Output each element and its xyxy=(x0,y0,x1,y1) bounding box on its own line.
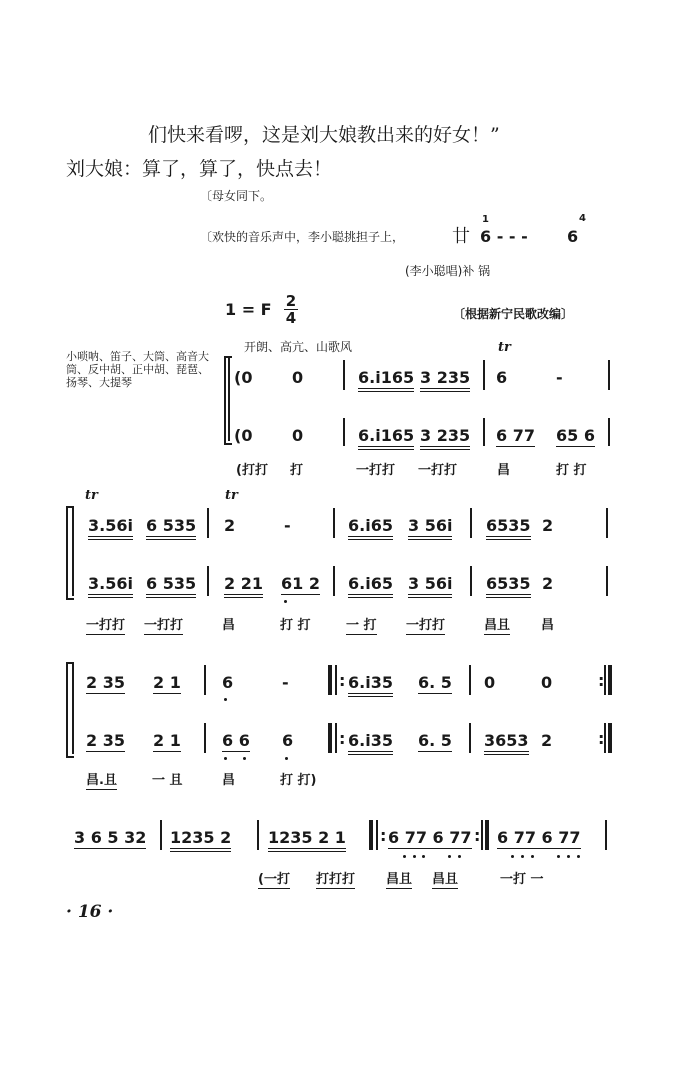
s3-lower-note: 35 xyxy=(370,731,393,750)
s1-lower-note: 6 77 xyxy=(496,426,535,445)
low-octave-dot xyxy=(422,855,425,858)
barline xyxy=(470,508,472,538)
s1-upper-note: 6. xyxy=(358,368,376,387)
tempo-marking: 开朗、高亢、山歌风 xyxy=(244,340,353,354)
s2-perc: 一 打 xyxy=(346,614,377,635)
repeat-end-bar xyxy=(608,723,612,753)
low-octave-dot xyxy=(557,855,560,858)
s3-lower-note: i xyxy=(365,731,371,750)
s3-upper-note: - xyxy=(282,673,289,692)
low-octave-dot xyxy=(511,855,514,858)
low-octave-dot xyxy=(521,855,524,858)
instrument-list: 小唢呐、笛子、大筒、高音大筒、反中胡、正中胡、琵琶、扬琴、大提琴 xyxy=(66,350,209,389)
repeat-end-thin xyxy=(481,820,483,850)
dialog-line-2: 刘大娘：算了，算了，快点去！ xyxy=(66,158,333,180)
repeat-end-thin xyxy=(604,665,606,695)
s3-upper-note: 6. xyxy=(348,673,366,692)
repeat-start-bar xyxy=(328,723,332,753)
s1-lower-note: 3 235 xyxy=(420,426,470,450)
s1-upper-group xyxy=(358,368,414,392)
low-octave-dot xyxy=(224,757,227,760)
s4-notes-group xyxy=(268,828,346,847)
barline xyxy=(343,418,345,446)
s3-lower-note: 6 xyxy=(282,731,294,750)
s1-perc: (打打 xyxy=(236,463,268,478)
repeat-end-bar xyxy=(608,665,612,695)
repeat-start-bar xyxy=(369,820,373,850)
s1-lower-note: 6. xyxy=(358,426,376,445)
s3-lower-note: 2 1 xyxy=(153,731,181,750)
s2-lower-note: 61 2 xyxy=(281,574,320,593)
barline xyxy=(606,508,608,538)
s2-upper-note: 6535 xyxy=(486,516,531,540)
barline xyxy=(204,665,206,695)
s3-lower-note: 3653 xyxy=(484,731,529,755)
trill-mark-2: tr xyxy=(85,488,98,503)
s1-upper-note: i xyxy=(375,368,381,387)
stage-direction-tune: 廿 xyxy=(452,226,470,247)
barline xyxy=(207,508,209,538)
s2-perc: 一打打 xyxy=(406,614,445,635)
barline xyxy=(605,820,607,850)
singer-direction: (李小聪唱)补 锅 xyxy=(405,264,491,278)
s3-lower-group xyxy=(348,731,393,755)
s2-lower-note: 6535 xyxy=(486,574,531,598)
s2-perc: 昌 xyxy=(222,618,236,633)
s3-upper-note: 35 xyxy=(370,673,393,692)
trill-mark-1: tr xyxy=(498,340,511,355)
s4-perc: 昌且 xyxy=(432,868,458,889)
low-octave-dot xyxy=(567,855,570,858)
repeat-dots: : xyxy=(474,826,481,845)
repeat-start-thin xyxy=(376,820,378,850)
low-octave-dot xyxy=(285,757,288,760)
s3-upper-group xyxy=(348,673,393,697)
repeat-end-bar xyxy=(485,820,489,850)
repeat-dots: : xyxy=(339,729,346,748)
s2-perc: 一打打 xyxy=(144,614,183,635)
barline xyxy=(333,566,335,596)
s3-lower-note: 2 35 xyxy=(86,731,125,750)
s3-upper-note: 2 35 xyxy=(86,673,125,692)
s1-lower-note: 165 xyxy=(380,426,415,445)
low-octave-dot xyxy=(413,855,416,858)
s4-notes-group xyxy=(170,828,231,847)
s3-upper-note: i xyxy=(365,673,371,692)
s2-lower-note: 3.56i xyxy=(88,574,133,598)
barline xyxy=(469,723,471,753)
s1-upper-note: 3 235 xyxy=(420,368,470,392)
repeat-dots: : xyxy=(598,729,605,748)
grace-note-2: 4 xyxy=(579,213,586,224)
page-number: · 16 · xyxy=(66,902,114,922)
s4-note: 1235 2 xyxy=(170,828,231,852)
s2-upper-note: 2 xyxy=(224,516,236,535)
s2-lower-note: 2 xyxy=(542,574,554,593)
repeat-dots: : xyxy=(598,671,605,690)
repeat-end-thin xyxy=(604,723,606,753)
s3-perc: 昌.且 xyxy=(86,769,117,790)
s2-upper-note: 65 xyxy=(370,516,393,535)
s2-perc: 打 打 xyxy=(280,618,311,633)
system-1-start-bar xyxy=(228,356,230,441)
s4-note: 3 6 5 32 xyxy=(74,828,147,847)
low-octave-dot xyxy=(403,855,406,858)
barline xyxy=(483,360,485,390)
s4-note: 6 77 6 77 xyxy=(497,828,581,847)
s2-lower-note: 2 21 xyxy=(224,574,263,598)
s1-lower-group xyxy=(358,426,414,450)
s3-perc: 打 打) xyxy=(280,773,317,788)
s1-upper-note: - xyxy=(556,368,563,387)
barline xyxy=(608,360,610,390)
s3-perc: 一 且 xyxy=(152,773,183,788)
s2-perc: 昌且 xyxy=(484,614,510,635)
s4-note: 6 77 6 77 xyxy=(388,828,472,847)
time-denominator: 4 xyxy=(285,309,297,327)
s1-upper-note: 165 xyxy=(380,368,415,387)
low-octave-dot xyxy=(577,855,580,858)
source-note: 〔根据新宁民歌改编〕 xyxy=(453,307,574,321)
s1-lower-note: i xyxy=(375,426,381,445)
s2-lower-note: 6 535 xyxy=(146,574,196,598)
repeat-start-thin xyxy=(335,723,337,753)
grace-note-1: 1 xyxy=(482,214,489,225)
low-octave-dot xyxy=(243,757,246,760)
s4-perc: 打打打 xyxy=(316,868,355,889)
s3-perc: 昌 xyxy=(222,773,236,788)
s4-perc: 一打 一 xyxy=(500,872,544,887)
s4-note: 1235 2 1 xyxy=(268,828,346,852)
s1-perc: 一打打 xyxy=(418,463,458,478)
intro-notes: 6 - - - xyxy=(480,227,528,246)
s1-lower-note: (0 xyxy=(234,426,253,445)
s2-lower-note: 3 56i xyxy=(408,574,452,598)
barline xyxy=(469,665,471,695)
barline xyxy=(343,360,345,390)
s1-perc: 一打打 xyxy=(356,463,396,478)
s2-upper-note: i xyxy=(365,516,371,535)
s4-notes-group xyxy=(74,828,146,847)
barline xyxy=(483,418,485,446)
s4-perc: (一打 xyxy=(258,868,290,889)
s1-perc: 昌 xyxy=(497,463,511,478)
low-octave-dot xyxy=(531,855,534,858)
intro-note-end: 6 xyxy=(567,227,579,246)
s2-perc: 昌 xyxy=(541,618,555,633)
s3-lower-note: 6. 5 xyxy=(418,731,452,750)
repeat-start-thin xyxy=(335,665,337,695)
s3-lower-note: 6 6 xyxy=(222,731,250,750)
s3-lower-note: 2 xyxy=(541,731,553,750)
s2-upper-note: 2 xyxy=(542,516,554,535)
stage-direction-2: 〔欢快的音乐声中，李小聪挑担子上， xyxy=(200,230,405,244)
barline xyxy=(333,508,335,538)
s2-upper-group xyxy=(348,516,393,540)
s3-upper-note: 0 xyxy=(541,673,553,692)
low-octave-dot xyxy=(458,855,461,858)
s4-perc: 昌且 xyxy=(386,868,412,889)
barline xyxy=(608,418,610,446)
stage-direction-1: 〔母女同下。 xyxy=(200,189,273,203)
repeat-dots: : xyxy=(339,671,346,690)
s1-lower-note: 65 6 xyxy=(556,426,595,445)
s3-upper-note: 6. 5 xyxy=(418,673,452,692)
s4-notes-group xyxy=(497,828,581,847)
s2-upper-note: 3.56i xyxy=(88,516,133,540)
key-signature: 1 = F xyxy=(225,300,272,319)
barline xyxy=(606,566,608,596)
s1-lower-note: 0 xyxy=(292,426,304,445)
s3-lower-note: 6. xyxy=(348,731,366,750)
time-numerator: 2 xyxy=(285,292,297,310)
low-octave-dot xyxy=(448,855,451,858)
s3-upper-note: 6 xyxy=(222,673,234,692)
trill-mark-3: tr xyxy=(225,488,238,503)
barline xyxy=(257,820,259,850)
s2-lower-note: i xyxy=(365,574,371,593)
low-octave-dot xyxy=(284,600,287,603)
s2-upper-note: 6 535 xyxy=(146,516,196,540)
s1-perc: 打 xyxy=(290,463,304,478)
time-signature xyxy=(284,293,298,326)
s2-lower-note: 6. xyxy=(348,574,366,593)
low-octave-dot xyxy=(224,698,227,701)
s4-notes-group xyxy=(388,828,472,847)
barline xyxy=(160,820,162,850)
s2-upper-note: - xyxy=(284,516,291,535)
s2-lower-note: 65 xyxy=(370,574,393,593)
s2-lower-group xyxy=(348,574,393,598)
s1-upper-note: (0 xyxy=(234,368,253,387)
s1-upper-note: 0 xyxy=(292,368,304,387)
barline xyxy=(470,566,472,596)
barline xyxy=(207,566,209,596)
s2-upper-note: 6. xyxy=(348,516,366,535)
s2-perc: 一打打 xyxy=(86,614,125,635)
s1-upper-note: 6 xyxy=(496,368,508,387)
s3-upper-note: 0 xyxy=(484,673,496,692)
dialog-line-1: 们快来看啰，这是刘大娘教出来的好女！” xyxy=(148,124,500,146)
system-2-start-bar xyxy=(72,506,74,596)
repeat-start-bar xyxy=(328,665,332,695)
barline xyxy=(204,723,206,753)
s2-upper-note: 3 56i xyxy=(408,516,452,540)
s1-perc: 打 打 xyxy=(556,463,587,478)
s3-upper-note: 2 1 xyxy=(153,673,181,692)
system-3-start-bar xyxy=(72,662,74,754)
repeat-dots: : xyxy=(380,826,387,845)
